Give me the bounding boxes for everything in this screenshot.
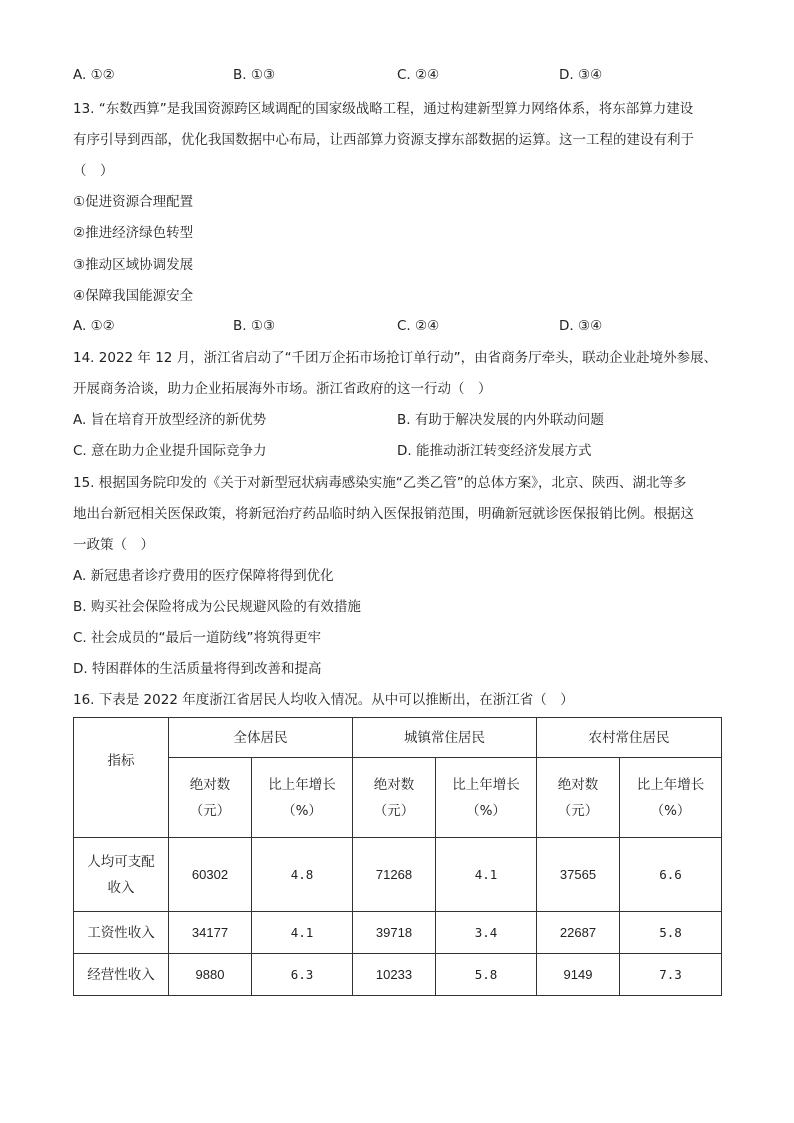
table-corner-cell: 指标: [74, 718, 169, 838]
q13-stem-line-2: 有序引导到西部，优化我国数据中心布局，让西部算力资源支撑东部数据的运算。这一工程的建设有利于: [73, 132, 694, 148]
table-cell: 9880: [169, 954, 252, 996]
subheader-absolute: [169, 758, 252, 838]
subheader-growth: [252, 758, 353, 838]
q13-stem-line-1: 13. “东数西算”是我国资源跨区域调配的国家级战略工程，通过构建新型算力网络体系，将东部算力建设: [73, 101, 694, 117]
table-cell: 5.8: [620, 912, 722, 954]
q13-option-d[interactable]: D. ③④: [559, 318, 603, 334]
subheader-growth: [436, 758, 537, 838]
q13-options: [73, 317, 653, 335]
table-cell: 22687: [537, 912, 620, 954]
q15-option-c[interactable]: C. 社会成员的“最后一道防线”将筑得更牢: [73, 630, 321, 646]
subheader-absolute-label: 绝对数: [373, 776, 415, 793]
q13-statement-2: ②推进经济绿色转型: [73, 225, 194, 241]
q12-option-b[interactable]: B. ①③: [233, 67, 276, 83]
table-cell: 60302: [169, 838, 252, 912]
subheader-absolute-unit: （元）: [557, 802, 599, 819]
q15-option-b[interactable]: B. 购买社会保险将成为公民规避风险的有效措施: [73, 599, 361, 615]
subheader-growth: [620, 758, 722, 838]
table-cell: 4.1: [436, 838, 537, 912]
q12-option-c[interactable]: C. ②④: [397, 67, 440, 83]
q14-option-b[interactable]: B. 有助于解决发展的内外联动问题: [397, 412, 604, 428]
row-label: 人均可支配 收入: [74, 838, 169, 912]
table-header-row-1: [74, 718, 722, 758]
table-cell: 39718: [353, 912, 436, 954]
table-cell: 37565: [537, 838, 620, 912]
q15-stem-line-1: 15. 根据国务院印发的《关于对新型冠状病毒感染实施“乙类乙管”的总体方案》，北京、陕西、湖北等多: [73, 475, 687, 491]
table-header-row-2: [74, 758, 722, 838]
row-label: 经营性收入: [74, 954, 169, 996]
q15-stem-line-3: 一政策（ ）: [73, 537, 154, 553]
q16-stem: 16. 下表是 2022 年度浙江省居民人均收入情况。从中可以推断出，在浙江省（ ）: [73, 692, 574, 708]
q14-option-c[interactable]: C. 意在助力企业提升国际竞争力: [73, 443, 267, 459]
subheader-growth-label: 比上年增长: [452, 776, 520, 793]
q13-stem-line-3: （ ）: [73, 163, 114, 179]
table-row: [74, 912, 722, 954]
q13-option-b[interactable]: B. ①③: [233, 318, 276, 334]
table-cell: 3.4: [436, 912, 537, 954]
table-cell: 9149: [537, 954, 620, 996]
table-row: [74, 838, 722, 912]
group-header-rural: 农村常住居民: [537, 718, 722, 758]
subheader-growth-label: 比上年增长: [268, 776, 336, 793]
q13-statement-1: ①促进资源合理配置: [73, 194, 194, 210]
q14-stem-line-1: 14. 2022 年 12 月，浙江省启动了“千团万企拓市场抢订单行动”，由省商务厅牵头，联动企业赴境外参展、: [73, 350, 718, 366]
group-header-urban: 城镇常住居民: [353, 718, 537, 758]
subheader-growth-unit: （%）: [466, 802, 506, 819]
subheader-absolute-unit: （元）: [189, 802, 231, 819]
q14-option-d[interactable]: D. 能推动浙江转变经济发展方式: [397, 443, 592, 459]
subheader-growth-unit: （%）: [650, 802, 691, 819]
table-cell: 71268: [353, 838, 436, 912]
q13-statement-4: ④保障我国能源安全: [73, 288, 194, 304]
q12-option-a[interactable]: A. ①②: [73, 67, 115, 83]
q12-option-d[interactable]: D. ③④: [559, 67, 603, 83]
table-cell: 34177: [169, 912, 252, 954]
q15-option-a[interactable]: A. 新冠患者诊疗费用的医疗保障将得到优化: [73, 568, 334, 584]
q14-options-row-1: [73, 411, 673, 429]
table-cell: 7.3: [620, 954, 722, 996]
subheader-absolute-label: 绝对数: [557, 776, 599, 793]
table-cell: 6.6: [620, 838, 722, 912]
group-header-all: 全体居民: [169, 718, 353, 758]
subheader-absolute: [353, 758, 436, 838]
row-label: 工资性收入: [74, 912, 169, 954]
table-cell: 5.8: [436, 954, 537, 996]
table-cell: 4.1: [252, 912, 353, 954]
table-row: [74, 954, 722, 996]
subheader-growth-label: 比上年增长: [636, 776, 705, 793]
q13-statement-3: ③推动区域协调发展: [73, 257, 194, 273]
q13-option-c[interactable]: C. ②④: [397, 318, 440, 334]
table-cell: 6.3: [252, 954, 353, 996]
subheader-absolute: [537, 758, 620, 838]
table-cell: 10233: [353, 954, 436, 996]
subheader-absolute-unit: （元）: [373, 802, 415, 819]
q15-option-d[interactable]: D. 特困群体的生活质量将得到改善和提高: [73, 661, 322, 677]
subheader-absolute-label: 绝对数: [189, 776, 231, 793]
q15-stem-line-2: 地出台新冠相关医保政策，将新冠治疗药品临时纳入医保报销范围，明确新冠就诊医保报销比例。根据这: [73, 506, 694, 522]
income-table: [73, 717, 722, 996]
q12-options: [73, 66, 653, 84]
q13-option-a[interactable]: A. ①②: [73, 318, 115, 334]
q14-stem-line-2: 开展商务洽谈，助力企业拓展海外市场。浙江省政府的这一行动（ ）: [73, 381, 492, 397]
q14-option-a[interactable]: A. 旨在培育开放型经济的新优势: [73, 412, 267, 428]
table-cell: 4.8: [252, 838, 353, 912]
subheader-growth-unit: （%）: [282, 802, 322, 819]
q14-options-row-2: [73, 442, 673, 460]
